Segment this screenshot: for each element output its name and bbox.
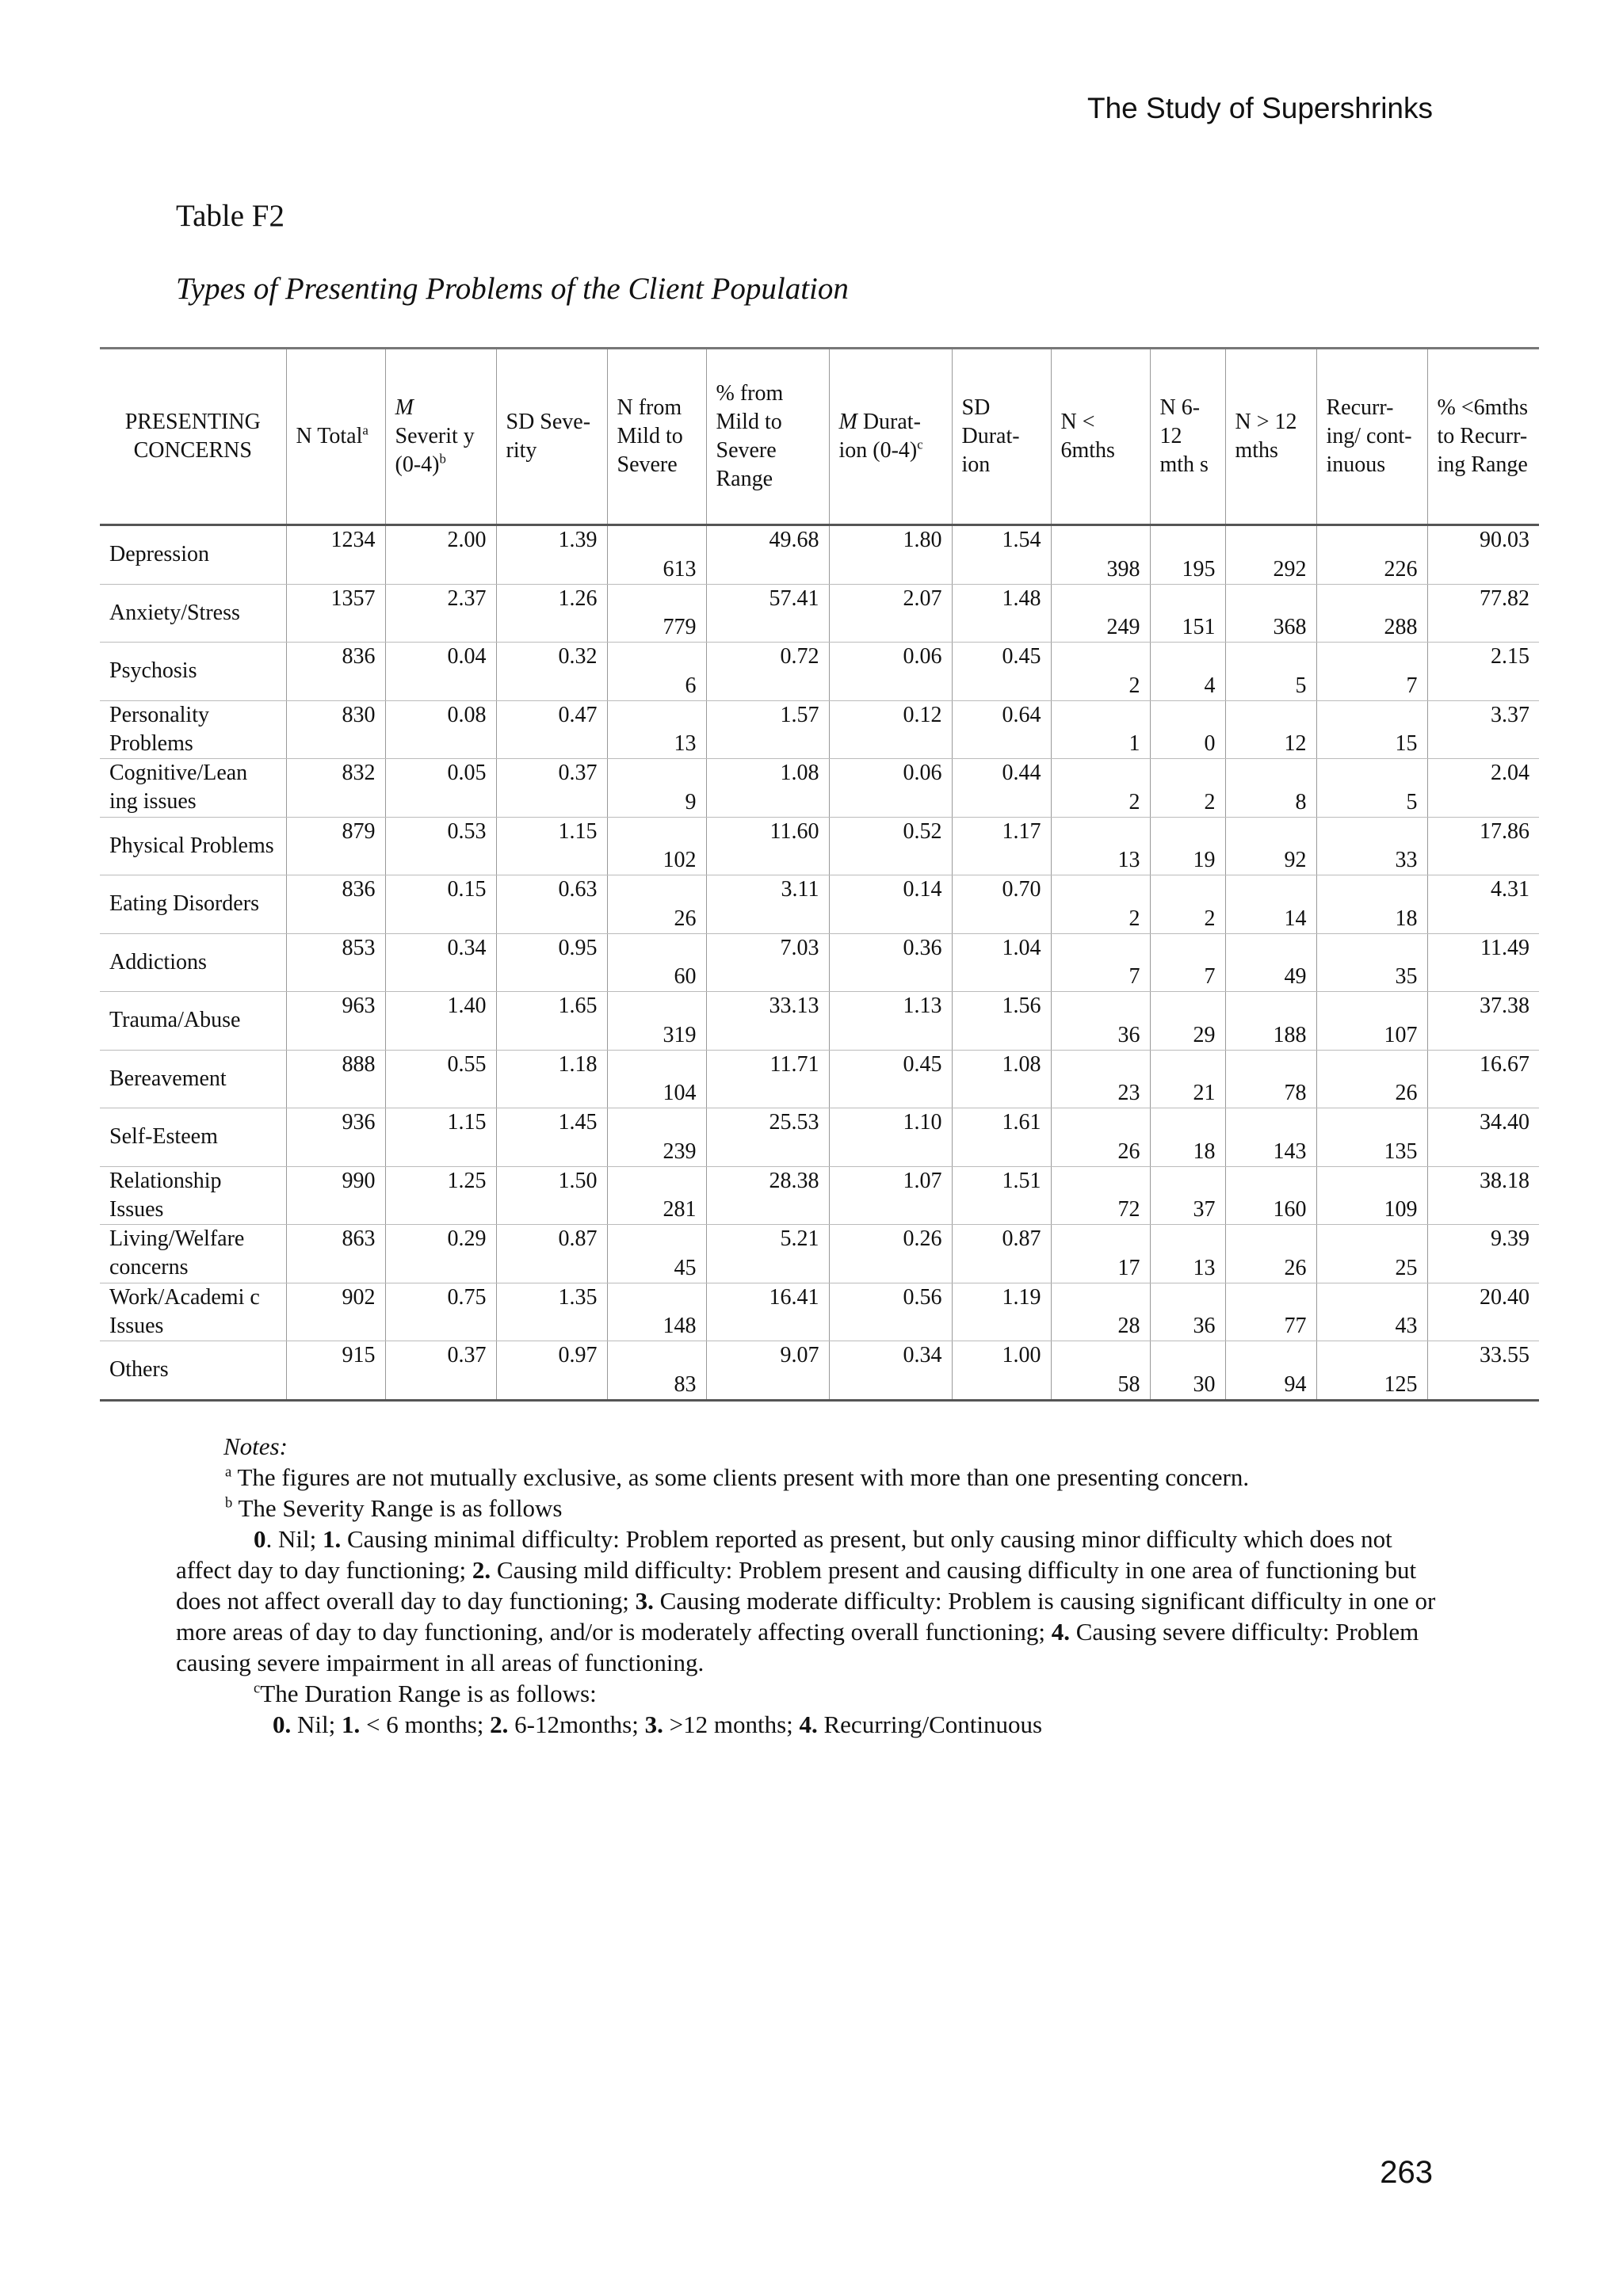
cell-concern: Relationship Issues: [100, 1166, 286, 1225]
cell-concern: Physical Problems: [100, 817, 286, 875]
cell-pct-range: 77.82: [1427, 584, 1539, 643]
cell-n-gt-12-mths: 92: [1225, 817, 1316, 875]
cell-m-severity: 0.53: [385, 817, 496, 875]
cell-pct-range: 9.39: [1427, 1225, 1539, 1283]
cell-concern: Depression: [100, 525, 286, 585]
cell-pct-mild-to-severe: 25.53: [706, 1108, 829, 1167]
cell-pct-mild-to-severe: 5.21: [706, 1225, 829, 1283]
cell-sd-severity: 1.65: [496, 992, 607, 1051]
cell-sd-severity: 1.26: [496, 584, 607, 643]
cell-concern: Cognitive/Lean ing issues: [100, 759, 286, 818]
cell-n-gt-12-mths: 78: [1225, 1050, 1316, 1108]
cell-recurring: 33: [1316, 817, 1427, 875]
cell-n-lt-6mths: 58: [1051, 1341, 1150, 1401]
table-label: Table F2: [176, 199, 285, 233]
cell-n-mild-to-severe: 102: [607, 817, 706, 875]
cell-recurring: 43: [1316, 1283, 1427, 1341]
note-c: $^c$The Duration Range is as follows:: [254, 1680, 597, 1707]
cell-n-total: 1357: [286, 584, 385, 643]
cell-n-total: 832: [286, 759, 385, 818]
notes-title: Notes:: [223, 1432, 288, 1460]
cell-pct-mild-to-severe: 11.60: [706, 817, 829, 875]
table-body: [100, 525, 1539, 1401]
cell-n-lt-6mths: 28: [1051, 1283, 1150, 1341]
cell-sd-severity: 0.47: [496, 700, 607, 759]
cell-m-severity: 0.15: [385, 875, 496, 934]
cell-n-lt-6mths: 36: [1051, 992, 1150, 1051]
cell-sd-severity: 1.18: [496, 1050, 607, 1108]
cell-n-6-12-mths: 2: [1150, 759, 1225, 818]
table-row: [100, 817, 1539, 875]
cell-n-total: 888: [286, 1050, 385, 1108]
cell-n-gt-12-mths: 188: [1225, 992, 1316, 1051]
cell-sd-severity: 0.37: [496, 759, 607, 818]
cell-n-mild-to-severe: 104: [607, 1050, 706, 1108]
cell-n-lt-6mths: 2: [1051, 875, 1150, 934]
cell-n-gt-12-mths: 8: [1225, 759, 1316, 818]
cell-m-severity: 0.04: [385, 643, 496, 701]
cell-sd-severity: 1.45: [496, 1108, 607, 1167]
cell-n-total: 915: [286, 1341, 385, 1401]
cell-sd-duration: 1.51: [952, 1166, 1051, 1225]
cell-concern: Addictions: [100, 933, 286, 992]
cell-n-lt-6mths: 249: [1051, 584, 1150, 643]
table-row: [100, 875, 1539, 934]
cell-n-gt-12-mths: 14: [1225, 875, 1316, 934]
cell-sd-duration: 0.64: [952, 700, 1051, 759]
cell-n-mild-to-severe: 319: [607, 992, 706, 1051]
header-recurring: Recurr- ing/ cont- inuous: [1316, 349, 1427, 525]
cell-m-severity: 2.00: [385, 525, 496, 585]
cell-pct-mild-to-severe: 49.68: [706, 525, 829, 585]
cell-m-duration: 0.06: [829, 643, 952, 701]
cell-pct-range: 17.86: [1427, 817, 1539, 875]
note-b: $^b$ The Severity Range is as follows: [225, 1494, 563, 1522]
cell-sd-severity: 1.15: [496, 817, 607, 875]
cell-n-total: 1234: [286, 525, 385, 585]
cell-n-lt-6mths: 72: [1051, 1166, 1150, 1225]
cell-n-6-12-mths: 30: [1150, 1341, 1225, 1401]
cell-n-gt-12-mths: 292: [1225, 525, 1316, 585]
cell-n-total: 936: [286, 1108, 385, 1167]
cell-recurring: 109: [1316, 1166, 1427, 1225]
cell-m-severity: 0.55: [385, 1050, 496, 1108]
cell-n-mild-to-severe: 9: [607, 759, 706, 818]
table-row: [100, 933, 1539, 992]
cell-pct-mild-to-severe: 0.72: [706, 643, 829, 701]
header-n-total: N Total$^a$: [286, 349, 385, 525]
cell-n-lt-6mths: 398: [1051, 525, 1150, 585]
cell-pct-mild-to-severe: 11.71: [706, 1050, 829, 1108]
cell-recurring: 226: [1316, 525, 1427, 585]
cell-sd-severity: 0.95: [496, 933, 607, 992]
cell-n-6-12-mths: 195: [1150, 525, 1225, 585]
cell-pct-range: 11.49: [1427, 933, 1539, 992]
cell-n-6-12-mths: 37: [1150, 1166, 1225, 1225]
cell-pct-mild-to-severe: 1.08: [706, 759, 829, 818]
cell-pct-range: 4.31: [1427, 875, 1539, 934]
cell-pct-range: 16.67: [1427, 1050, 1539, 1108]
header-n-mild-to-severe: N from Mild to Severe: [607, 349, 706, 525]
cell-pct-range: 3.37: [1427, 700, 1539, 759]
cell-m-severity: 1.25: [385, 1166, 496, 1225]
cell-m-severity: 2.37: [385, 584, 496, 643]
cell-n-lt-6mths: 2: [1051, 643, 1150, 701]
cell-m-duration: 1.07: [829, 1166, 952, 1225]
table-header-row: [100, 349, 1539, 525]
cell-recurring: 125: [1316, 1341, 1427, 1401]
cell-recurring: 7: [1316, 643, 1427, 701]
cell-sd-duration: 1.48: [952, 584, 1051, 643]
cell-sd-severity: 1.50: [496, 1166, 607, 1225]
cell-n-total: 836: [286, 643, 385, 701]
cell-n-total: 830: [286, 700, 385, 759]
cell-pct-mild-to-severe: 28.38: [706, 1166, 829, 1225]
cell-m-duration: 0.34: [829, 1341, 952, 1401]
cell-sd-duration: 0.45: [952, 643, 1051, 701]
cell-sd-duration: 1.08: [952, 1050, 1051, 1108]
cell-sd-duration: 1.19: [952, 1283, 1051, 1341]
cell-n-total: 990: [286, 1166, 385, 1225]
header-m-severity: M Severit y $(0-4)^b$: [385, 349, 496, 525]
header-pct-mild-to-severe: % from Mild to Severe Range: [706, 349, 829, 525]
cell-n-lt-6mths: 13: [1051, 817, 1150, 875]
cell-sd-severity: 0.97: [496, 1341, 607, 1401]
cell-n-gt-12-mths: 94: [1225, 1341, 1316, 1401]
cell-m-duration: 0.14: [829, 875, 952, 934]
header-n-6-12-mths: N 6- 12 mth s: [1150, 349, 1225, 525]
running-head: The Study of Supershrinks: [1087, 92, 1433, 124]
table-row: [100, 525, 1539, 585]
cell-n-total: 963: [286, 992, 385, 1051]
cell-n-gt-12-mths: 143: [1225, 1108, 1316, 1167]
cell-recurring: 35: [1316, 933, 1427, 992]
cell-sd-severity: 1.39: [496, 525, 607, 585]
duration-range-definitions: 0. Nil; 1. < 6 months; 2. 6-12months; 3. >12 months; 4. Recurring/Continuous: [273, 1711, 1043, 1738]
cell-recurring: 15: [1316, 700, 1427, 759]
cell-recurring: 288: [1316, 584, 1427, 643]
cell-n-mild-to-severe: 239: [607, 1108, 706, 1167]
table-row: [100, 992, 1539, 1051]
cell-m-duration: 1.10: [829, 1108, 952, 1167]
table-notes: [176, 1431, 1444, 1740]
cell-m-severity: 0.34: [385, 933, 496, 992]
cell-n-gt-12-mths: 26: [1225, 1225, 1316, 1283]
cell-recurring: 135: [1316, 1108, 1427, 1167]
header-presenting-concerns: PRESENTING CONCERNS: [100, 349, 286, 525]
cell-sd-duration: 1.04: [952, 933, 1051, 992]
cell-pct-mild-to-severe: 7.03: [706, 933, 829, 992]
cell-concern: Self-Esteem: [100, 1108, 286, 1167]
cell-sd-duration: 0.87: [952, 1225, 1051, 1283]
cell-m-duration: 0.52: [829, 817, 952, 875]
cell-sd-severity: 0.87: [496, 1225, 607, 1283]
note-a: $^a$ The figures are not mutually exclusive, as some clients present with more than one presenting concern.: [225, 1463, 1250, 1491]
header-n-lt-6mths: N < 6mths: [1051, 349, 1150, 525]
cell-pct-mild-to-severe: 1.57: [706, 700, 829, 759]
cell-m-duration: 1.13: [829, 992, 952, 1051]
cell-n-6-12-mths: 36: [1150, 1283, 1225, 1341]
cell-concern: Others: [100, 1341, 286, 1401]
cell-n-total: 902: [286, 1283, 385, 1341]
cell-n-lt-6mths: 1: [1051, 700, 1150, 759]
cell-n-mild-to-severe: 613: [607, 525, 706, 585]
cell-pct-range: 2.15: [1427, 643, 1539, 701]
cell-n-mild-to-severe: 281: [607, 1166, 706, 1225]
cell-m-severity: 1.40: [385, 992, 496, 1051]
cell-n-mild-to-severe: 779: [607, 584, 706, 643]
cell-concern: Work/Academi c Issues: [100, 1283, 286, 1341]
cell-sd-duration: 1.56: [952, 992, 1051, 1051]
cell-concern: Eating Disorders: [100, 875, 286, 934]
cell-pct-range: 90.03: [1427, 525, 1539, 585]
cell-sd-duration: 0.70: [952, 875, 1051, 934]
cell-n-lt-6mths: 7: [1051, 933, 1150, 992]
cell-n-6-12-mths: 13: [1150, 1225, 1225, 1283]
cell-m-severity: 0.29: [385, 1225, 496, 1283]
cell-m-duration: 0.36: [829, 933, 952, 992]
cell-sd-severity: 0.32: [496, 643, 607, 701]
cell-recurring: 18: [1316, 875, 1427, 934]
cell-n-mild-to-severe: 6: [607, 643, 706, 701]
cell-pct-mild-to-severe: 33.13: [706, 992, 829, 1051]
cell-m-duration: 2.07: [829, 584, 952, 643]
cell-concern: Personality Problems: [100, 700, 286, 759]
cell-n-gt-12-mths: 12: [1225, 700, 1316, 759]
table-row: [100, 1050, 1539, 1108]
table-row: [100, 1166, 1539, 1225]
header-sd-duration: SD Durat- ion: [952, 349, 1051, 525]
cell-n-lt-6mths: 23: [1051, 1050, 1150, 1108]
cell-n-lt-6mths: 2: [1051, 759, 1150, 818]
page-number: 263: [1380, 2155, 1433, 2190]
cell-recurring: 5: [1316, 759, 1427, 818]
cell-pct-range: 34.40: [1427, 1108, 1539, 1167]
cell-n-gt-12-mths: 77: [1225, 1283, 1316, 1341]
cell-concern: Bereavement: [100, 1050, 286, 1108]
cell-n-total: 863: [286, 1225, 385, 1283]
cell-m-duration: 0.45: [829, 1050, 952, 1108]
cell-m-severity: 1.15: [385, 1108, 496, 1167]
cell-m-duration: 0.06: [829, 759, 952, 818]
cell-recurring: 26: [1316, 1050, 1427, 1108]
cell-n-lt-6mths: 26: [1051, 1108, 1150, 1167]
cell-pct-range: 33.55: [1427, 1341, 1539, 1401]
header-pct-range: % <6mths to Recurr- ing Range: [1427, 349, 1539, 525]
cell-n-6-12-mths: 19: [1150, 817, 1225, 875]
table-row: [100, 700, 1539, 759]
presenting-problems-table: [100, 347, 1539, 1402]
cell-concern: Psychosis: [100, 643, 286, 701]
cell-n-6-12-mths: 29: [1150, 992, 1225, 1051]
cell-n-6-12-mths: 151: [1150, 584, 1225, 643]
header-sd-severity: SD Seve- rity: [496, 349, 607, 525]
cell-pct-mild-to-severe: 16.41: [706, 1283, 829, 1341]
cell-sd-duration: 1.61: [952, 1108, 1051, 1167]
header-n-gt-12-mths: N > 12 mths: [1225, 349, 1316, 525]
cell-m-duration: 0.26: [829, 1225, 952, 1283]
cell-n-mild-to-severe: 148: [607, 1283, 706, 1341]
cell-sd-duration: 1.54: [952, 525, 1051, 585]
cell-sd-duration: 1.17: [952, 817, 1051, 875]
cell-m-duration: 0.56: [829, 1283, 952, 1341]
table-row: [100, 584, 1539, 643]
table-row: [100, 1225, 1539, 1283]
cell-pct-range: 2.04: [1427, 759, 1539, 818]
cell-n-mild-to-severe: 45: [607, 1225, 706, 1283]
cell-pct-range: 38.18: [1427, 1166, 1539, 1225]
cell-n-6-12-mths: 21: [1150, 1050, 1225, 1108]
cell-n-6-12-mths: 7: [1150, 933, 1225, 992]
table-row: [100, 1341, 1539, 1401]
cell-concern: Living/Welfare concerns: [100, 1225, 286, 1283]
cell-sd-duration: 0.44: [952, 759, 1051, 818]
cell-n-gt-12-mths: 5: [1225, 643, 1316, 701]
cell-n-6-12-mths: 2: [1150, 875, 1225, 934]
cell-m-severity: 0.08: [385, 700, 496, 759]
cell-m-duration: 0.12: [829, 700, 952, 759]
cell-m-severity: 0.75: [385, 1283, 496, 1341]
table-row: [100, 759, 1539, 818]
cell-n-gt-12-mths: 368: [1225, 584, 1316, 643]
cell-recurring: 107: [1316, 992, 1427, 1051]
cell-n-mild-to-severe: 83: [607, 1341, 706, 1401]
cell-n-total: 836: [286, 875, 385, 934]
cell-m-duration: 1.80: [829, 525, 952, 585]
severity-range-definitions: 0. Nil; 1. Causing minimal difficulty: Problem reported as present, but only causing minor difficulty which does not affect day to day functioning; 2. Causing mild difficulty: Problem present and causing difficulty in one area of functioning but does not affect overall day to day functioning; 3. Causing moderate difficulty: Problem is causing significant difficulty in one or more areas of day to day functioning, and/or is moderately affecting overall functioning; 4. Causing severe difficulty: Problem causing severe impairment in all areas of functioning.: [176, 1525, 1436, 1676]
header-m-duration: M Durat- ion $(0-4)^c$: [829, 349, 952, 525]
cell-recurring: 25: [1316, 1225, 1427, 1283]
cell-n-total: 879: [286, 817, 385, 875]
table-row: [100, 1108, 1539, 1167]
cell-concern: Trauma/Abuse: [100, 992, 286, 1051]
cell-pct-range: 20.40: [1427, 1283, 1539, 1341]
cell-n-6-12-mths: 0: [1150, 700, 1225, 759]
cell-n-total: 853: [286, 933, 385, 992]
cell-sd-severity: 0.63: [496, 875, 607, 934]
cell-pct-mild-to-severe: 3.11: [706, 875, 829, 934]
cell-pct-range: 37.38: [1427, 992, 1539, 1051]
cell-m-severity: 0.37: [385, 1341, 496, 1401]
table-row: [100, 1283, 1539, 1341]
cell-n-lt-6mths: 17: [1051, 1225, 1150, 1283]
table-row: [100, 643, 1539, 701]
cell-n-6-12-mths: 4: [1150, 643, 1225, 701]
cell-sd-severity: 1.35: [496, 1283, 607, 1341]
cell-pct-mild-to-severe: 9.07: [706, 1341, 829, 1401]
cell-n-mild-to-severe: 13: [607, 700, 706, 759]
cell-n-gt-12-mths: 160: [1225, 1166, 1316, 1225]
cell-n-6-12-mths: 18: [1150, 1108, 1225, 1167]
cell-m-severity: 0.05: [385, 759, 496, 818]
table-title: Types of Presenting Problems of the Client Population: [176, 272, 849, 306]
cell-pct-mild-to-severe: 57.41: [706, 584, 829, 643]
cell-n-mild-to-severe: 60: [607, 933, 706, 992]
cell-n-mild-to-severe: 26: [607, 875, 706, 934]
cell-concern: Anxiety/Stress: [100, 584, 286, 643]
cell-n-gt-12-mths: 49: [1225, 933, 1316, 992]
cell-sd-duration: 1.00: [952, 1341, 1051, 1401]
